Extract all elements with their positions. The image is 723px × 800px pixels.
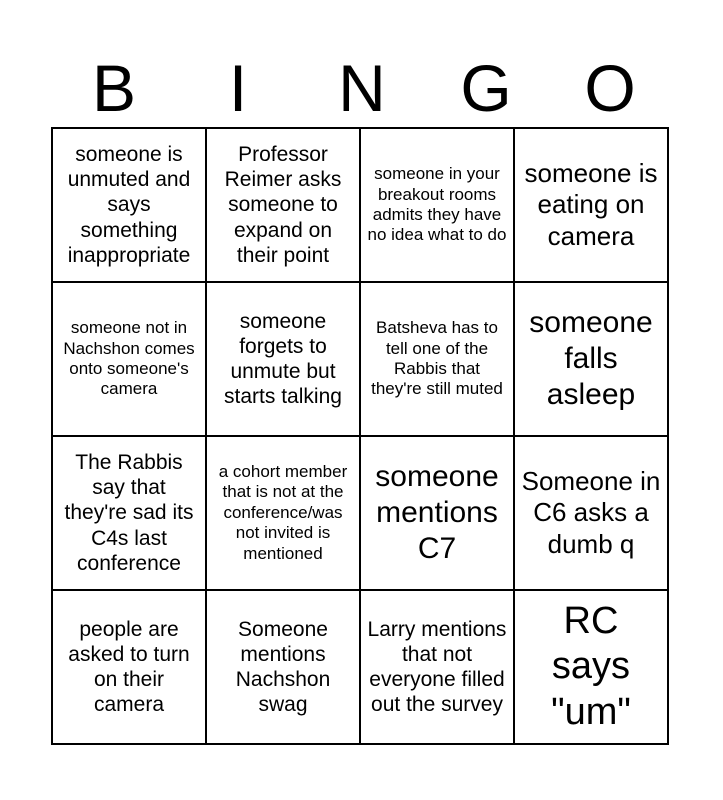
bingo-cell[interactable]: someone mentions C7 — [360, 436, 514, 590]
header-letter-g: G — [460, 51, 512, 125]
header-letter-n: N — [338, 51, 386, 125]
header-letter-o: O — [584, 51, 636, 125]
bingo-cell[interactable]: someone falls asleep — [514, 282, 668, 436]
bingo-cell[interactable]: Larry mentions that not everyone filled out the survey — [360, 590, 514, 744]
bingo-cell[interactable]: a cohort member that is not at the conference/was not invited is mentioned — [206, 436, 360, 590]
header-letter-i: I — [228, 51, 248, 125]
bingo-cell[interactable]: The Rabbis say that they're sad its C4s last conference — [52, 436, 206, 590]
bingo-cell[interactable]: Someone mentions Nachshon swag — [206, 590, 360, 744]
bingo-cell[interactable]: Professor Reimer asks someone to expand on their point — [206, 128, 360, 282]
bingo-cell[interactable]: someone in your breakout rooms admits they have no idea what to do — [360, 128, 514, 282]
bingo-cell[interactable]: people are asked to turn on their camera — [52, 590, 206, 744]
header-letter-b: B — [91, 51, 137, 125]
bingo-cell[interactable]: someone forgets to unmute but starts talking — [206, 282, 360, 436]
bingo-board — [51, 127, 669, 745]
board-row — [52, 590, 668, 744]
board-row — [52, 282, 668, 436]
board-row — [52, 436, 668, 590]
bingo-cell[interactable]: someone not in Nachshon comes onto someone's camera — [52, 282, 206, 436]
bingo-cell[interactable]: someone is eating on camera — [514, 128, 668, 282]
bingo-cell[interactable]: Batsheva has to tell one of the Rabbis that they're still muted — [360, 282, 514, 436]
bingo-cell[interactable]: RC says "um" — [514, 590, 668, 744]
bingo-cell[interactable]: someone is unmuted and says something inappropriate — [52, 128, 206, 282]
board-row — [52, 128, 668, 282]
bingo-header — [52, 48, 672, 128]
bingo-cell[interactable]: Someone in C6 asks a dumb q — [514, 436, 668, 590]
